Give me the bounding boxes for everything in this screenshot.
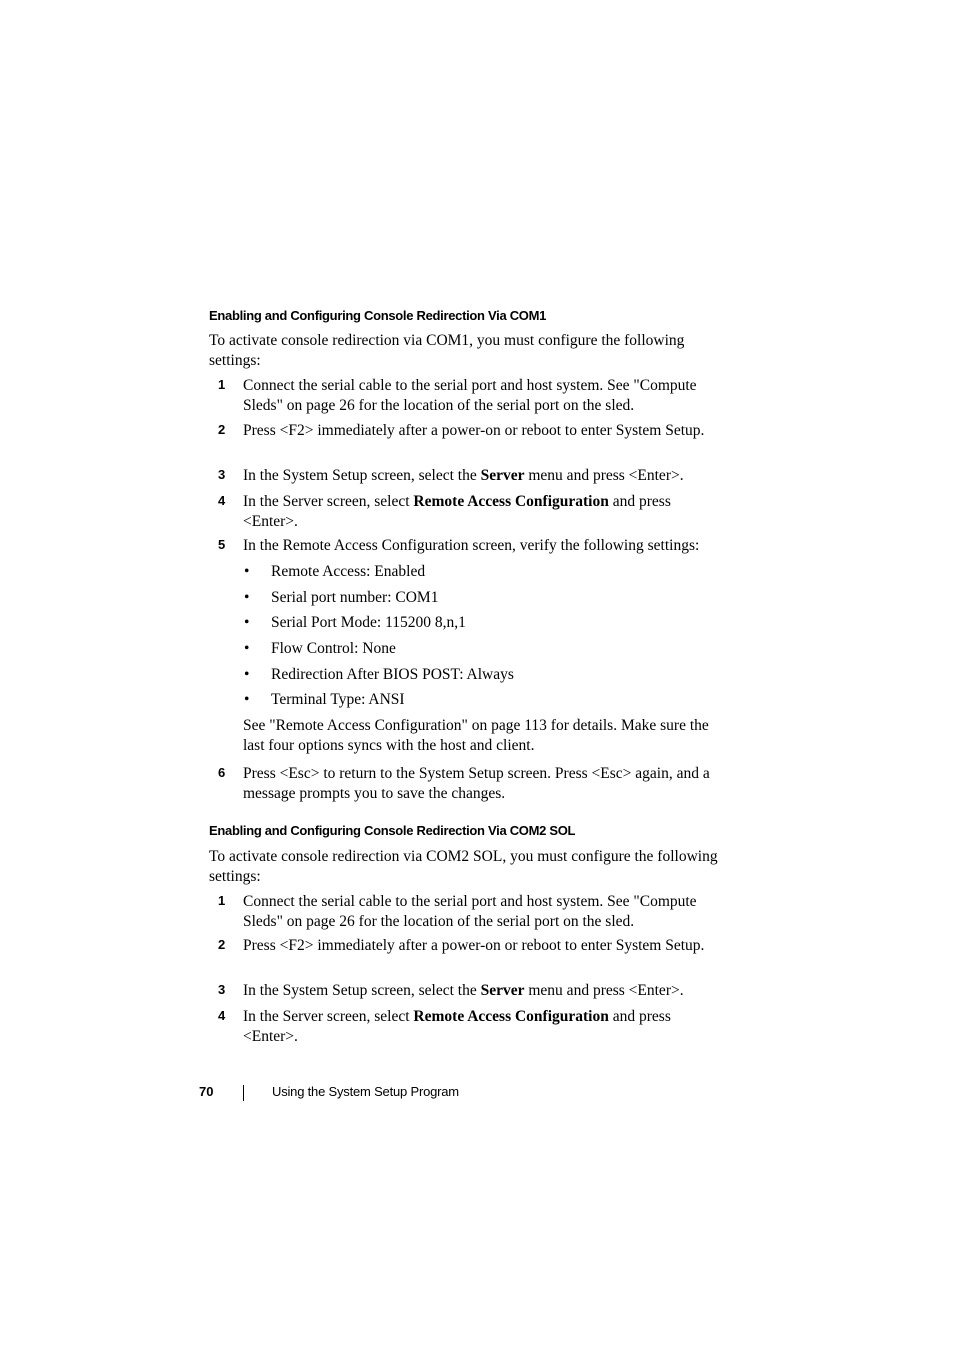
intro-paragraph-com2-sol: To activate console redirection via COM2 SOL, you must configure the following settings: <box>209 848 718 885</box>
setting-text: Terminal Type: ANSI <box>271 691 405 708</box>
step-text: Press <Esc> to return to the System Setup screen. Press <Esc> again, and a message prompts you to save the changes. <box>243 765 710 802</box>
page-number: 70 <box>199 1084 214 1099</box>
bullet-icon: • <box>244 614 250 631</box>
setting-text: Serial port number: COM1 <box>271 589 439 606</box>
step-number: 3 <box>218 982 226 997</box>
step-text: In the Remote Access Configuration screen, verify the following settings: <box>243 537 700 554</box>
bullet-icon: • <box>244 666 250 683</box>
settings-note: See "Remote Access Configuration" on page 113 for details. Make sure the last four options syncs with the host and client. <box>243 717 709 754</box>
step-number: 1 <box>218 377 226 392</box>
step-text: Connect the serial cable to the serial port and host system. See "Compute Sleds" on page 26 for the location of the serial port on the sled. <box>243 377 697 414</box>
step-number: 6 <box>218 765 226 780</box>
step-text: Connect the serial cable to the serial port and host system. See "Compute Sleds" on page 26 for the location of the serial port on the sled. <box>243 893 697 930</box>
step-text: Press <F2> immediately after a power-on or reboot to enter System Setup. <box>243 937 705 954</box>
step-text: In the System Setup screen, select the Server menu and press <Enter>. <box>243 982 684 999</box>
step-number: 2 <box>218 937 226 952</box>
step-number: 4 <box>218 1008 226 1023</box>
bullet-icon: • <box>244 640 250 657</box>
step-text: In the Server screen, select Remote Access Configuration and press <Enter>. <box>243 493 671 530</box>
menu-name-server: Server <box>480 467 525 484</box>
menu-name-server: Server <box>480 982 525 999</box>
intro-paragraph-com1: To activate console redirection via COM1, you must configure the following settings: <box>209 332 685 369</box>
step-number: 5 <box>218 537 226 552</box>
footer-separator <box>243 1085 244 1101</box>
step-number: 3 <box>218 467 226 482</box>
bullet-icon: • <box>244 589 250 606</box>
step-text: In the Server screen, select Remote Access Configuration and press <Enter>. <box>243 1008 671 1045</box>
section-heading-com1: Enabling and Configuring Console Redirection Via COM1 <box>209 308 547 323</box>
menu-name-remote-access: Remote Access Configuration <box>413 1008 609 1025</box>
step-number: 2 <box>218 422 226 437</box>
setting-text: Redirection After BIOS POST: Always <box>271 666 514 683</box>
step-text: Press <F2> immediately after a power-on or reboot to enter System Setup. <box>243 422 705 439</box>
setting-text: Remote Access: Enabled <box>271 563 426 580</box>
bullet-icon: • <box>244 691 250 708</box>
bullet-icon: • <box>244 563 250 580</box>
section-heading-com2-sol: Enabling and Configuring Console Redirection Via COM2 SOL <box>209 823 576 838</box>
step-text: In the System Setup screen, select the Server menu and press <Enter>. <box>243 467 684 484</box>
chapter-title: Using the System Setup Program <box>272 1084 459 1099</box>
menu-name-remote-access: Remote Access Configuration <box>413 493 609 510</box>
setting-text: Serial Port Mode: 115200 8,n,1 <box>271 614 466 631</box>
setting-text: Flow Control: None <box>271 640 396 657</box>
step-number: 1 <box>218 893 226 908</box>
step-number: 4 <box>218 493 226 508</box>
